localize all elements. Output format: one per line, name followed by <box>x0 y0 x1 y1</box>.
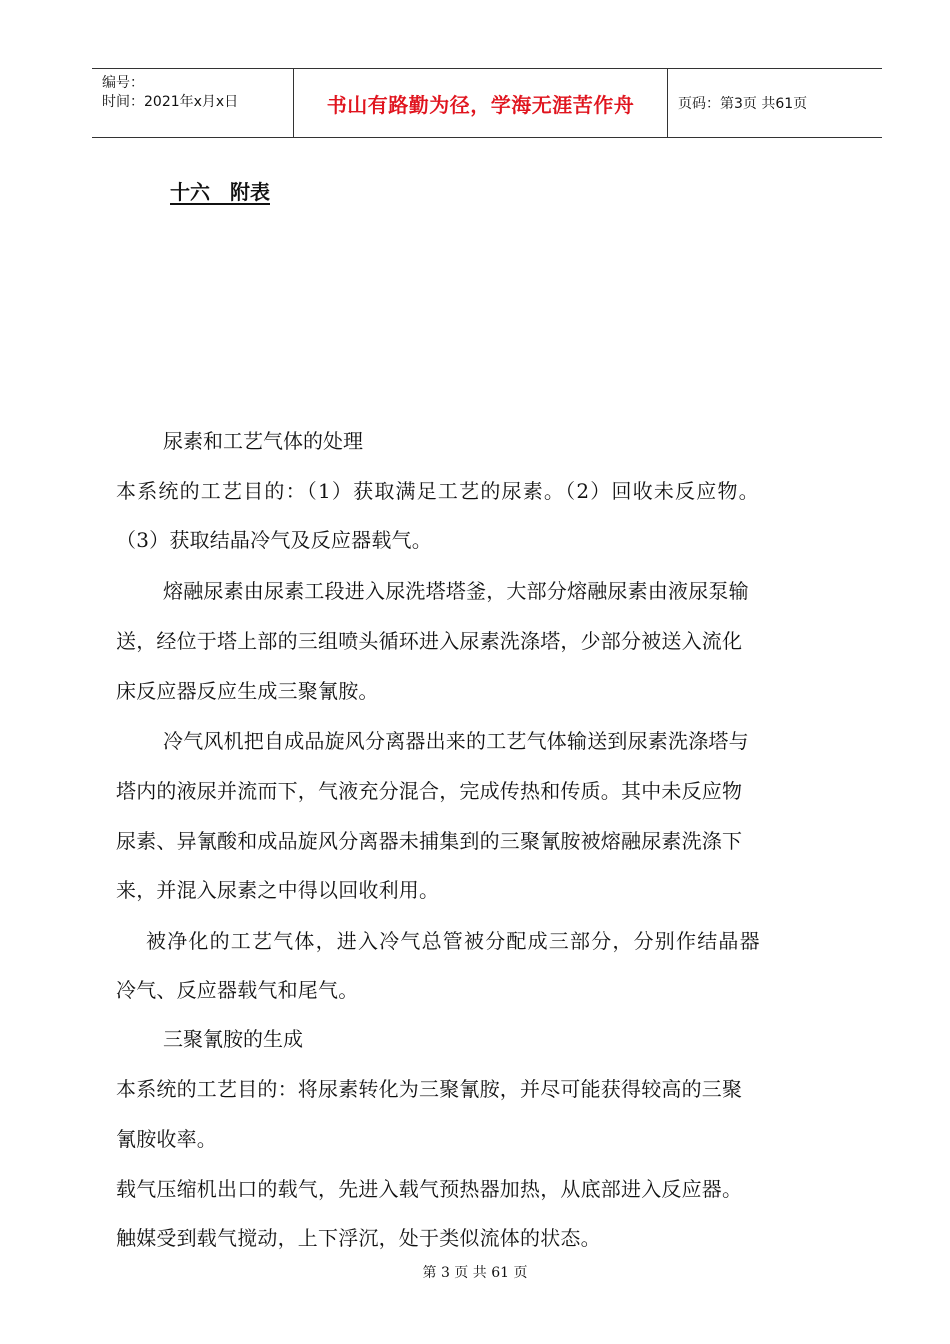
paragraph-line: 被净化的工艺气体，进入冷气总管被分配成三部分，分别作结晶器 <box>146 929 761 953</box>
section-title: 十六 附表 <box>170 180 270 204</box>
heading-melamine-generation: 三聚氰胺的生成 <box>163 1027 303 1051</box>
paragraph-line: 来，并混入尿素之中得以回收利用。 <box>116 878 440 902</box>
paragraph-line: 床反应器反应生成三聚氰胺。 <box>116 679 379 703</box>
paragraph-line: 冷气、反应器载气和尾气。 <box>116 978 359 1002</box>
document-time: 时间：2021年x月x日 <box>102 94 239 110</box>
paragraph-line: 塔内的液尿并流而下，气液充分混合，完成传热和传质。其中未反应物 <box>116 779 743 803</box>
paragraph-line: （3）获取结晶冷气及反应器载气。 <box>116 528 432 552</box>
header-info <box>92 69 293 137</box>
paragraph-line: 冷气风机把自成品旋风分离器出来的工艺气体输送到尿素洗涤塔与 <box>163 729 749 753</box>
page-header <box>92 68 882 138</box>
paragraph-line: 载气压缩机出口的载气，先进入载气预热器加热，从底部进入反应器。 <box>116 1177 743 1201</box>
page-footer: 第 3 页 共 61 页 <box>422 1265 528 1281</box>
paragraph-line: 氰胺收率。 <box>116 1127 217 1151</box>
document-number: 编号： <box>102 75 144 91</box>
paragraph-line: 送，经位于塔上部的三组喷头循环进入尿素洗涤塔，少部分被送入流化 <box>116 629 743 653</box>
paragraph-line: 熔融尿素由尿素工段进入尿洗塔塔釜，大部分熔融尿素由液尿泵输 <box>163 579 749 603</box>
paragraph-line: 本系统的工艺目的：（1）获取满足工艺的尿素。（2）回收未反应物。 <box>116 479 760 503</box>
paragraph-line: 触媒受到载气搅动，上下浮沉，处于类似流体的状态。 <box>116 1226 601 1250</box>
header-motto: 书山有路勤为径，学海无涯苦作舟 <box>293 69 668 137</box>
paragraph-line: 尿素、异氰酸和成品旋风分离器未捕集到的三聚氰胺被熔融尿素洗涤下 <box>116 829 743 853</box>
header-page-number: 页码：第3页 共61页 <box>678 96 808 112</box>
paragraph-line: 本系统的工艺目的：将尿素转化为三聚氰胺，并尽可能获得较高的三聚 <box>116 1077 743 1101</box>
heading-urea-gas-processing: 尿素和工艺气体的处理 <box>163 429 363 453</box>
